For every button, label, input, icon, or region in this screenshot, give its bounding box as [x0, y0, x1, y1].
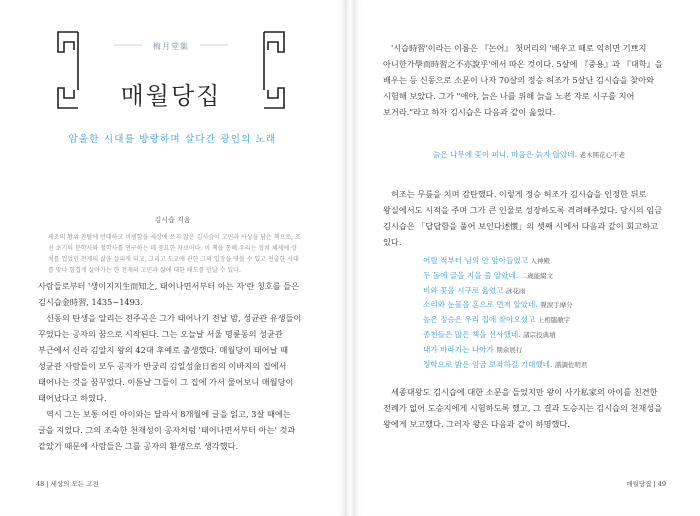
- poem-line: 소리와 눈물을 흔으로 먼저 알았네. 聲淚手摩分: [423, 300, 573, 310]
- poem-line: 두 돌에 글을 지을 줄 알았네. 二歲能綴文: [423, 270, 554, 280]
- page-number-right: 매월당집 | 49: [626, 480, 666, 488]
- quote-hanja: 老木開花心不老: [579, 151, 625, 159]
- book-subtitle: 암울한 시대를 방랑하며 살다간 광인의 노래: [68, 134, 277, 145]
- paragraph: 허조는 무릎을 치며 감탄했다. 이렇게 정승 허조가 김시습을 인정한 뒤로 왕실에서도 시적을 주며 그가 큰 인물로 성장하도록 격려해주었다. 당시의 임금 김시습은 「답답함을 풀어 보인다述懷」의 셋째 시에서 다음과 같이 회고하고 있다.: [383, 189, 663, 247]
- series-tag: 梅月堂集: [153, 42, 189, 51]
- paragraph: 신동의 탄생을 알리는 전주곡은 그가 태어나기 전날 밤, 성균관 유생들이 꾸었다는 공자의 꿈으로 시작된다. 그는 오늘날 서울 명륜동의 성균관 부근에서 신라 김알지 왕의 42대 후예로 출생했다. 매월당이 태어날 때 성균관 사람들이 모두 공자가 반궁리 김일성金日省의 이바지의 집에서 태어나는 것을 꿈꾸었다. 이튿날 그들이 그 집에 가서 물어보니 매월당이 태어났다고 하였다.: [38, 313, 302, 403]
- right-page: [355, 0, 700, 516]
- book-title: 매월당집: [120, 82, 222, 110]
- quoted-verse: [433, 148, 673, 162]
- quote-text: 늙은 나무에 꽃이 피니, 마음은 늙지 않았네.: [433, 150, 578, 159]
- left-page: [0, 0, 345, 516]
- right-body-bottom: [383, 384, 667, 432]
- paragraph: 세종대왕도 김시습에 대한 소문을 들었지만 왕이 사가私家의 아이를 친견한 전례가 없어 도승지에게 시험하도록 했고, 그 결과 도승지는 김시습의 천재성을 왕에게 보고했다. 그러자 왕은 다음과 같이 하명했다.: [383, 387, 663, 429]
- intro-summary: [48, 232, 302, 276]
- poem-line: 비와 꽃을 시구로 읊었고 詠花雨: [423, 285, 526, 295]
- poem-line: 내가 바라기는 나아가 期余展行: [423, 344, 523, 354]
- poem-line: 종친들은 많은 책을 선사했네. 諸宗投典墳: [423, 329, 556, 339]
- intro-text: 세조의 왕위 찬탈에 반대하고 비범함을 세상에 쓰지 않은 김시습이 고민과 사상을 담은 책으로, 조선 초기의 문학사와 철학사를 연구하는 데 중요한 자료이다. 이 책을 통해 우리는 정치 체제에 상처를 입었던 천재의 삶을 살피게 되고, 그리고 도교에 관한 그의 입장을 엿볼 수 있고 천출한 시대를 맞나 힘겹게 살아가는 한 천재의 고민과 삶에 대한 태도를 만날 수 있다.: [48, 234, 301, 274]
- right-body-mid: [383, 186, 667, 250]
- left-body-text: [38, 278, 304, 454]
- author-line: 김시습 지음: [154, 216, 191, 224]
- book-gutter: [345, 0, 355, 516]
- poem-line: 정학으로 밝은 임금 보좌하길 기대했네. 諧調佐明君: [423, 359, 588, 369]
- paragraph: '시습時習'이라는 이름은 『논어』 첫머리의 '배우고 때로 익히면 기쁘지 아니한가學而時習之不亦說乎'에서 따온 것이다. 5살에 『중용』과 『대학』을 배우는 등 신동으로 소문이 나자 70살의 정승 허조가 5살난 김시습을 찾아와 시험해 보았다. 그가 "애야, 늙은 나를 위해 늙을 노老 자로 시구를 지어 보거라."라고 하자 김시습은 다음과 같이 읊었다.: [383, 43, 663, 117]
- poem-line: 높은 정승은 우리 집에 찾아오셨고 上相臨敝宇: [423, 315, 571, 325]
- right-body-top: [383, 40, 667, 120]
- paragraph: 역시 그는 보통 어린 아이와는 달라서 8개월에 글을 읽고, 3살 때에는 글을 지었다. 그의 조숙한 천재성이 공자처럼 '태어나면서부터 아는' 것과 같았기 때문에 사람들은 그를 공자의 환생으로 생각했다.: [38, 409, 296, 451]
- poem-block: [423, 254, 673, 372]
- paragraph: 사람들로부터 '생이지지生而知之, 태어나면서부터 아는 자'란 칭호를 들은 김시습金時習, 1435~1493.: [38, 281, 300, 307]
- page-number-left: 48 | 세상의 모든 고전: [36, 480, 99, 488]
- title-frame: [56, 28, 286, 123]
- poem-line: 어릴 적부터 님의 안 앞아들였고 入神殿: [423, 256, 550, 265]
